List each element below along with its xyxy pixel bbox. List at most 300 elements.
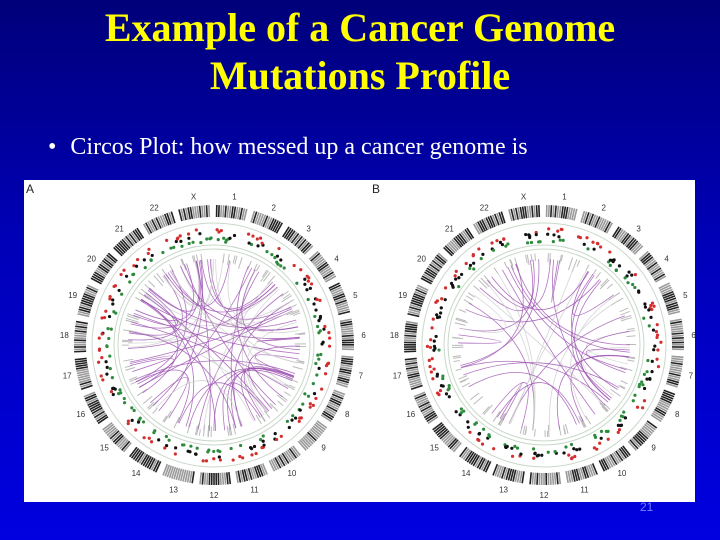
copy-number-point [431, 377, 434, 380]
rearrangement-link [189, 368, 294, 427]
chromosome-label: 3 [636, 224, 641, 234]
inner-track-tick [596, 272, 601, 278]
copy-number-point [301, 403, 304, 406]
copy-number-point [280, 435, 283, 438]
inner-track-tick [526, 255, 528, 263]
copy-number-point [472, 267, 475, 270]
ideogram-band [74, 351, 86, 352]
copy-number-point [477, 247, 480, 250]
copy-number-point [218, 450, 221, 453]
chromosome-label: 8 [344, 410, 350, 420]
ideogram-band [229, 206, 230, 218]
ideogram-band [532, 206, 533, 218]
copy-number-point [303, 278, 306, 281]
copy-number-point [620, 414, 623, 417]
track-ring [444, 245, 644, 445]
ideogram-band [234, 207, 236, 219]
inner-track-tick [270, 403, 278, 411]
ideogram-band [223, 205, 224, 217]
copy-number-point [440, 384, 443, 387]
copy-number-point [207, 448, 210, 451]
copy-number-point [437, 393, 440, 396]
ideogram-band [672, 356, 684, 357]
copy-number-point [477, 432, 480, 435]
inner-track-tick [453, 356, 461, 357]
inner-track-tick [293, 366, 303, 369]
chromosome-label: X [190, 192, 197, 202]
copy-number-point [444, 286, 447, 289]
copy-number-point [633, 286, 636, 289]
copy-number-point [295, 282, 298, 285]
copy-number-point [429, 346, 432, 349]
copy-number-point [435, 335, 438, 338]
ideogram-band [202, 206, 203, 218]
copy-number-point [199, 241, 202, 244]
track-ring [114, 245, 314, 445]
chromosome-label: 7 [688, 371, 694, 381]
copy-number-point [532, 457, 535, 460]
copy-number-point [309, 402, 312, 405]
inner-track-tick [196, 255, 197, 261]
inner-track-tick [527, 255, 529, 265]
inner-track-tick [479, 280, 487, 288]
inner-track-tick [256, 415, 261, 424]
inner-track-tick [627, 328, 634, 329]
copy-number-point [313, 392, 316, 395]
copy-number-point [179, 240, 182, 243]
copy-number-point [191, 241, 194, 244]
copy-number-point [519, 453, 522, 456]
inner-track-tick [278, 401, 284, 406]
copy-number-point [320, 342, 323, 345]
copy-number-point [436, 299, 439, 302]
copy-number-point [176, 237, 179, 240]
copy-number-point [250, 453, 253, 456]
copy-number-point [163, 446, 166, 449]
copy-number-point [469, 264, 472, 267]
chromosome-label: 19 [68, 290, 78, 300]
inner-track-tick [493, 411, 500, 421]
copy-number-point [490, 241, 493, 244]
copy-number-point [646, 359, 649, 362]
copy-number-point [433, 367, 436, 370]
ideogram-band [672, 335, 684, 336]
ideogram-band [342, 338, 354, 339]
circos-plot-a [59, 180, 366, 502]
ideogram-band [341, 331, 353, 332]
copy-number-point [314, 362, 317, 365]
copy-number-point [651, 360, 654, 363]
copy-number-point [439, 389, 442, 392]
copy-number-point [286, 420, 289, 423]
ideogram-band [227, 472, 228, 484]
chromosome-label: 5 [353, 290, 358, 300]
copy-number-point [100, 374, 103, 377]
chromosome-label: 20 [87, 254, 96, 264]
copy-number-point [179, 234, 182, 237]
ideogram-band [341, 361, 353, 362]
copy-number-point [567, 454, 570, 457]
copy-number-point [633, 394, 636, 397]
chromosome-label: 20 [417, 254, 426, 264]
copy-number-point [316, 353, 319, 356]
copy-number-point [645, 377, 648, 380]
copy-number-point [637, 289, 640, 292]
ideogram-band [564, 207, 566, 219]
copy-number-point [314, 397, 317, 400]
ideogram-band [342, 335, 354, 336]
copy-number-point [528, 234, 531, 237]
inner-track-tick [459, 376, 468, 379]
copy-number-point [312, 404, 315, 407]
rearrangement-link [458, 335, 501, 343]
copy-number-point [492, 447, 495, 450]
rearrangement-link [214, 368, 294, 431]
ideogram-band [523, 207, 525, 219]
inner-track-tick [248, 261, 252, 270]
copy-number-point [133, 409, 136, 412]
ideogram-band [75, 363, 87, 365]
copy-number-point [139, 417, 142, 420]
ideogram-band [202, 473, 203, 485]
inner-track-tick [153, 408, 158, 413]
copy-number-point [119, 391, 122, 394]
track-ring [448, 249, 640, 441]
copy-number-point [450, 282, 453, 285]
copy-number-point [600, 437, 603, 440]
copy-number-point [659, 341, 662, 344]
copy-number-point [432, 318, 435, 321]
chromosome-label: 4 [334, 254, 339, 264]
ideogram-band [76, 324, 88, 326]
ideogram-band [550, 473, 551, 485]
copy-number-point [247, 233, 250, 236]
chromosome-label: 9 [321, 443, 326, 453]
copy-number-point [262, 444, 265, 447]
copy-number-point [174, 446, 177, 449]
copy-number-point [631, 283, 634, 286]
copy-number-point [196, 447, 199, 450]
copy-number-point [562, 239, 565, 242]
ideogram-band [671, 358, 683, 359]
copy-number-point [570, 443, 573, 446]
copy-number-point [547, 451, 550, 454]
copy-number-point [513, 445, 516, 448]
copy-number-point [187, 237, 190, 240]
ideogram-band [553, 205, 554, 217]
copy-number-point [262, 434, 265, 437]
chromosome-label: 16 [76, 410, 86, 420]
copy-number-point [455, 270, 458, 273]
chromosome-label: 5 [683, 290, 688, 300]
copy-number-point [627, 271, 630, 274]
copy-number-point [430, 326, 433, 329]
copy-number-point [648, 324, 651, 327]
ideogram-band [406, 322, 418, 324]
copy-number-point [110, 328, 113, 331]
chromosome-label: 2 [601, 203, 606, 213]
chromosome-label: 14 [131, 469, 141, 479]
inner-track-tick [504, 262, 507, 268]
copy-number-point [537, 454, 540, 457]
ideogram-band [671, 331, 683, 332]
ideogram-band [672, 338, 684, 339]
copy-number-point [452, 286, 455, 289]
inner-track-tick [227, 426, 229, 436]
inner-track-tick [586, 265, 589, 270]
copy-number-point [642, 317, 645, 320]
copy-number-point [644, 306, 647, 309]
copy-number-point [150, 259, 153, 262]
chromosome-label: 7 [358, 371, 364, 381]
copy-number-point [448, 387, 451, 390]
chromosome-label: 21 [444, 224, 454, 234]
copy-number-point [255, 452, 258, 455]
copy-number-point [275, 261, 278, 264]
copy-number-point [198, 232, 201, 235]
rearrangement-link [469, 372, 577, 424]
ideogram-band [555, 206, 556, 218]
inner-track-tick [462, 383, 470, 387]
copy-number-point [440, 306, 443, 309]
copy-number-point [492, 249, 495, 252]
inner-track-tick [470, 393, 479, 400]
inner-track-tick [126, 368, 133, 370]
copy-number-point [277, 247, 280, 250]
copy-number-point [436, 374, 439, 377]
inner-track-tick [466, 296, 473, 300]
copy-number-point [586, 247, 589, 250]
copy-number-point [624, 276, 627, 279]
ideogram-band [207, 205, 208, 217]
copy-number-point [328, 337, 331, 340]
copy-number-point [135, 265, 138, 268]
chromosome-label: 4 [664, 254, 669, 264]
inner-track-tick [174, 417, 179, 428]
copy-number-point [142, 420, 145, 423]
copy-number-point [324, 372, 327, 375]
rearrangement-link [508, 267, 626, 373]
ideogram-band [671, 328, 683, 329]
copy-number-point [261, 242, 264, 245]
copy-number-point [320, 388, 323, 391]
panel-b-label: B [372, 182, 381, 196]
ideogram-band [671, 361, 683, 362]
ideogram-band [342, 333, 354, 334]
ideogram-band [405, 326, 417, 328]
ideogram-band [527, 206, 528, 218]
inner-track-tick [256, 265, 259, 271]
ideogram-band [525, 206, 527, 218]
copy-number-point [429, 338, 432, 341]
copy-number-point [466, 420, 469, 423]
copy-number-point [454, 274, 457, 277]
ideogram-band [537, 205, 538, 217]
copy-number-point [317, 358, 320, 361]
ideogram-band [75, 358, 87, 359]
copy-number-point [641, 383, 644, 386]
ideogram-band [553, 473, 554, 485]
circos-plot-b [389, 180, 696, 502]
copy-number-point [448, 395, 451, 398]
copy-number-point [212, 450, 215, 453]
ideogram-band [670, 365, 682, 367]
copy-number-point [626, 281, 629, 284]
chromosome-label: 17 [62, 371, 72, 381]
copy-number-point [307, 298, 310, 301]
ideogram-band [557, 472, 558, 484]
copy-number-point [112, 393, 115, 396]
copy-number-point [444, 298, 447, 301]
ideogram-band [532, 473, 533, 485]
inner-track-tick [611, 389, 621, 396]
inner-track-tick [452, 338, 463, 339]
copy-number-point [579, 236, 582, 239]
copy-number-point [157, 438, 160, 441]
ideogram-band [193, 207, 195, 219]
ideogram-band [671, 326, 683, 328]
copy-number-point [640, 380, 643, 383]
ideogram-band [223, 473, 224, 485]
inner-track-tick [531, 254, 532, 262]
copy-number-point [169, 247, 172, 250]
copy-number-point [643, 373, 646, 376]
copy-number-point [105, 373, 108, 376]
copy-number-point [256, 244, 259, 247]
copy-number-point [481, 253, 484, 256]
chromosome-label: 21 [114, 224, 124, 234]
copy-number-point [265, 250, 268, 253]
inner-track-tick [568, 258, 572, 271]
copy-number-point [299, 268, 302, 271]
copy-number-point [435, 313, 438, 316]
ideogram-band [341, 324, 353, 326]
copy-number-point [472, 254, 475, 257]
inner-track-tick [233, 255, 235, 263]
rearrangement-link [510, 265, 574, 424]
inner-track-tick [169, 265, 173, 273]
copy-number-point [526, 241, 529, 244]
chromosome-label: 17 [392, 371, 402, 381]
chromosome-label: 12 [209, 491, 219, 500]
copy-number-point [634, 273, 637, 276]
ideogram-band [405, 328, 417, 329]
copy-number-point [134, 428, 137, 431]
ideogram-band [405, 333, 417, 334]
copy-number-point [103, 316, 106, 319]
bullet-text: Circos Plot: how messed up a cancer genome is [70, 134, 528, 160]
inner-track-tick [464, 300, 472, 305]
rearrangement-link [180, 266, 291, 319]
copy-number-point [573, 455, 576, 458]
copy-number-point [530, 241, 533, 244]
ideogram-band [204, 205, 205, 217]
copy-number-point [559, 238, 562, 241]
copy-number-point [495, 239, 498, 242]
inner-track-tick [459, 310, 466, 313]
inner-track-tick [187, 423, 190, 433]
ideogram-band [406, 365, 418, 367]
copy-number-point [144, 266, 147, 269]
copy-number-point [111, 302, 114, 305]
inner-track-tick [286, 377, 298, 382]
copy-number-point [165, 239, 168, 242]
copy-number-point [598, 442, 601, 445]
copy-number-point [180, 245, 183, 248]
copy-number-point [457, 285, 460, 288]
copy-number-point [122, 269, 125, 272]
copy-number-point [557, 235, 560, 238]
copy-number-point [609, 264, 612, 267]
inner-track-tick [456, 369, 462, 371]
copy-number-point [228, 237, 231, 240]
ideogram-band [561, 206, 563, 218]
ideogram-band [530, 472, 531, 484]
rearrangement-link [197, 261, 211, 431]
ideogram-band [75, 326, 87, 328]
copy-number-point [655, 330, 658, 333]
copy-number-point [110, 390, 113, 393]
copy-number-point [136, 258, 139, 261]
copy-number-point [222, 237, 225, 240]
copy-number-point [533, 452, 536, 455]
bullet-icon: • [48, 134, 57, 160]
rearrangement-link [460, 295, 506, 332]
copy-number-point [111, 376, 114, 379]
copy-number-point [468, 267, 471, 270]
copy-number-point [249, 446, 252, 449]
ideogram-band [341, 363, 353, 365]
ideogram-band [404, 351, 416, 352]
slide-number: 21 [640, 500, 654, 514]
inner-track-tick [565, 424, 568, 434]
slide-title [0, 4, 720, 100]
copy-number-point [147, 252, 150, 255]
copy-number-point [433, 347, 436, 350]
copy-number-point [153, 429, 156, 432]
copy-number-point [624, 416, 627, 419]
copy-number-point [108, 297, 111, 300]
copy-number-point [239, 444, 242, 447]
inner-track-tick [453, 357, 461, 358]
copy-number-point [482, 428, 485, 431]
title-line-2: Mutations Profile [209, 53, 511, 98]
ideogram-band [229, 472, 230, 484]
copy-number-point [431, 357, 434, 360]
ideogram-band [555, 473, 556, 485]
chromosome-label: 6 [691, 330, 696, 340]
copy-number-point [189, 445, 192, 448]
copy-number-point [108, 315, 111, 318]
copy-number-point [428, 359, 431, 362]
inner-track-tick [460, 378, 469, 382]
ideogram-band [405, 331, 417, 332]
copy-number-point [643, 302, 646, 305]
copy-number-point [220, 229, 223, 232]
inner-track-tick [156, 273, 164, 282]
copy-number-point [652, 305, 655, 308]
copy-number-point [516, 446, 519, 449]
chromosome-label: 11 [580, 485, 589, 495]
copy-number-point [648, 377, 651, 380]
copy-number-point [445, 392, 448, 395]
copy-number-point [433, 340, 436, 343]
copy-number-point [309, 287, 312, 290]
ideogram-band [227, 206, 228, 218]
copy-number-point [273, 256, 276, 259]
copy-number-point [219, 458, 222, 461]
ideogram-band [76, 365, 88, 367]
